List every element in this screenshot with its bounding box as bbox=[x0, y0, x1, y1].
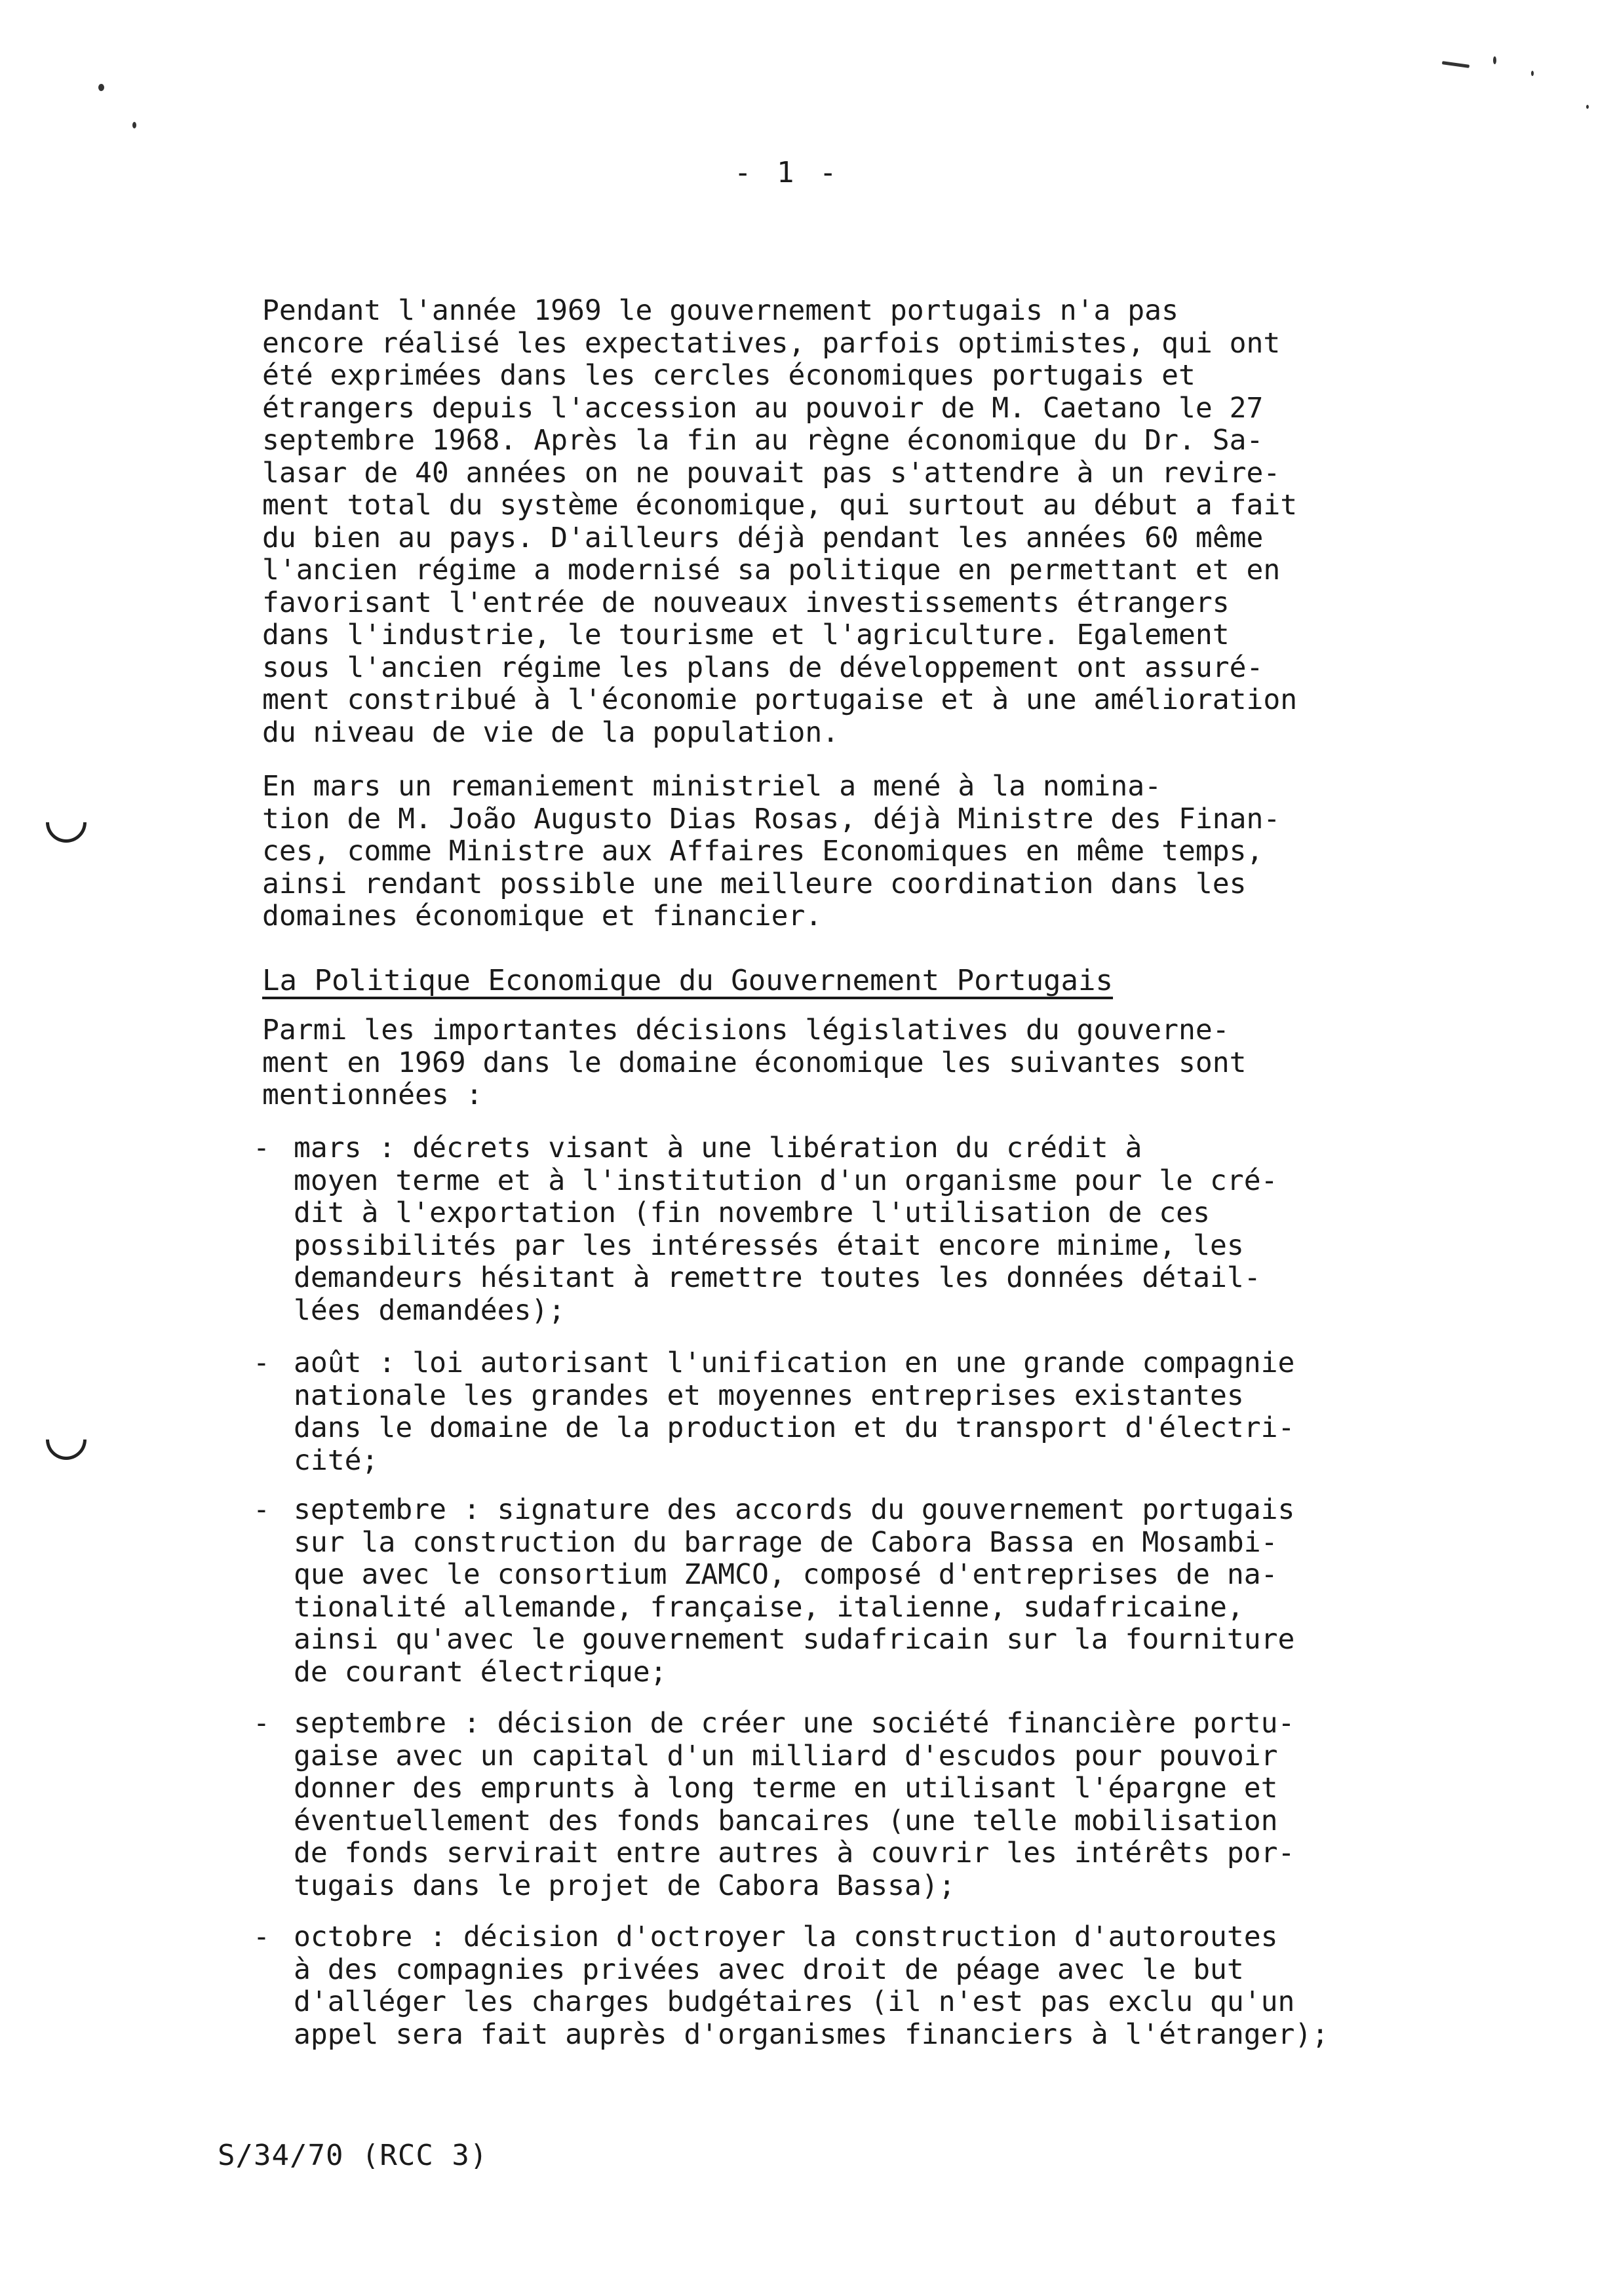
list-bullet: - bbox=[253, 1347, 270, 1379]
scan-speck bbox=[1586, 105, 1589, 109]
list-item-text: mars : décrets visant à une libération du crédit à moyen terme et à l'institution d'un organisme pour le cré- dit à l'exportation (fin novembre l'utilisation de ces possibilités par les intéressés était encore minime, les demandeurs hésitant à remettre toutes les données détail- lées demandées); bbox=[294, 1132, 1278, 1327]
section-intro: Parmi les importantes décisions législatives du gouverne- ment en 1969 dans le domaine économique les suivantes sont mentionnées : bbox=[262, 1014, 1247, 1111]
document-reference: S/34/70 (RCC 3) bbox=[218, 2139, 488, 2172]
scan-speck bbox=[1493, 56, 1496, 64]
scan-speck bbox=[1442, 61, 1469, 68]
punch-hole-mark bbox=[37, 794, 95, 851]
scan-speck bbox=[98, 84, 104, 91]
list-item-text: août : loi autorisant l'unification en une grande compagnie nationale les grandes et moyennes entreprises existantes dans le domaine de la production et du transport d'électri- cité; bbox=[294, 1347, 1295, 1477]
section-heading: La Politique Economique du Gouvernement Portugais bbox=[262, 964, 1114, 997]
paragraph-reshuffle: En mars un remaniement ministriel a mené à la nomina- tion de M. João Augusto Dias Rosas, déjà Ministre des Finan- ces, comme Ministre aux Affaires Economiques en même temps, ainsi rendant possible une meilleure coordination dans les domaines économique et financier. bbox=[262, 770, 1281, 932]
punch-hole-mark bbox=[37, 1411, 95, 1468]
list-item-text: septembre : signature des accords du gouvernement portugais sur la construction du barrage de Cabora Bassa en Mosambi- que avec le consortium ZAMCO, composé d'entreprises de na- tionalité allemande, française, italienne, sudafricaine, ainsi qu'avec le gouvernement sudafricain sur la fourniture de courant électrique; bbox=[294, 1493, 1295, 1689]
list-item-text: octobre : décision d'octroyer la construction d'autoroutes à des compagnies privées avec droit de péage avec le but d'alléger les charges budgétaires (il n'est pas exclu qu'un appel sera fait auprès d'organismes financiers à l'étranger); bbox=[294, 1921, 1329, 2051]
list-bullet: - bbox=[253, 1921, 270, 1953]
scan-speck bbox=[132, 122, 136, 128]
list-bullet: - bbox=[253, 1707, 270, 1740]
list-bullet: - bbox=[253, 1132, 270, 1164]
paragraph-intro: Pendant l'année 1969 le gouvernement portugais n'a pas encore réalisé les expectatives, parfois optimistes, qui ont été exprimées dans les cercles économiques portugais et étrangers depuis l'accession au pouvoir de M. Caetano le 27 septembre 1968. Après la fin au règne économique du Dr. Sa- lasar de 40 années on ne pouvait pas s'attendre à un revire- ment total du système économique, qui surtout au début a fait du bien au pays. D'ailleurs déjà pendant les années 60 même l'ancien régime a modernisé sa politique en permettant et en favorisant l'entrée de nouveaux investissements étrangers dans l'industrie, le tourisme et l'agriculture. Egalement sous l'ancien régime les plans de développement ont assuré- ment constribué à l'économie portugaise et à une amélioration du niveau de vie de la population. bbox=[262, 294, 1298, 749]
scan-speck bbox=[1531, 71, 1534, 76]
page-number: - 1 - bbox=[734, 156, 841, 189]
list-bullet: - bbox=[253, 1493, 270, 1526]
list-item-text: septembre : décision de créer une société financière portu- gaise avec un capital d'un milliard d'escudos pour pouvoir donner des emprunts à long terme en utilisant l'épargne et éventuellement des fonds bancaires (une telle mobilisation de fonds servirait entre autres à couvrir les intérêts por- tugais dans le projet de Cabora Bassa); bbox=[294, 1707, 1295, 1902]
